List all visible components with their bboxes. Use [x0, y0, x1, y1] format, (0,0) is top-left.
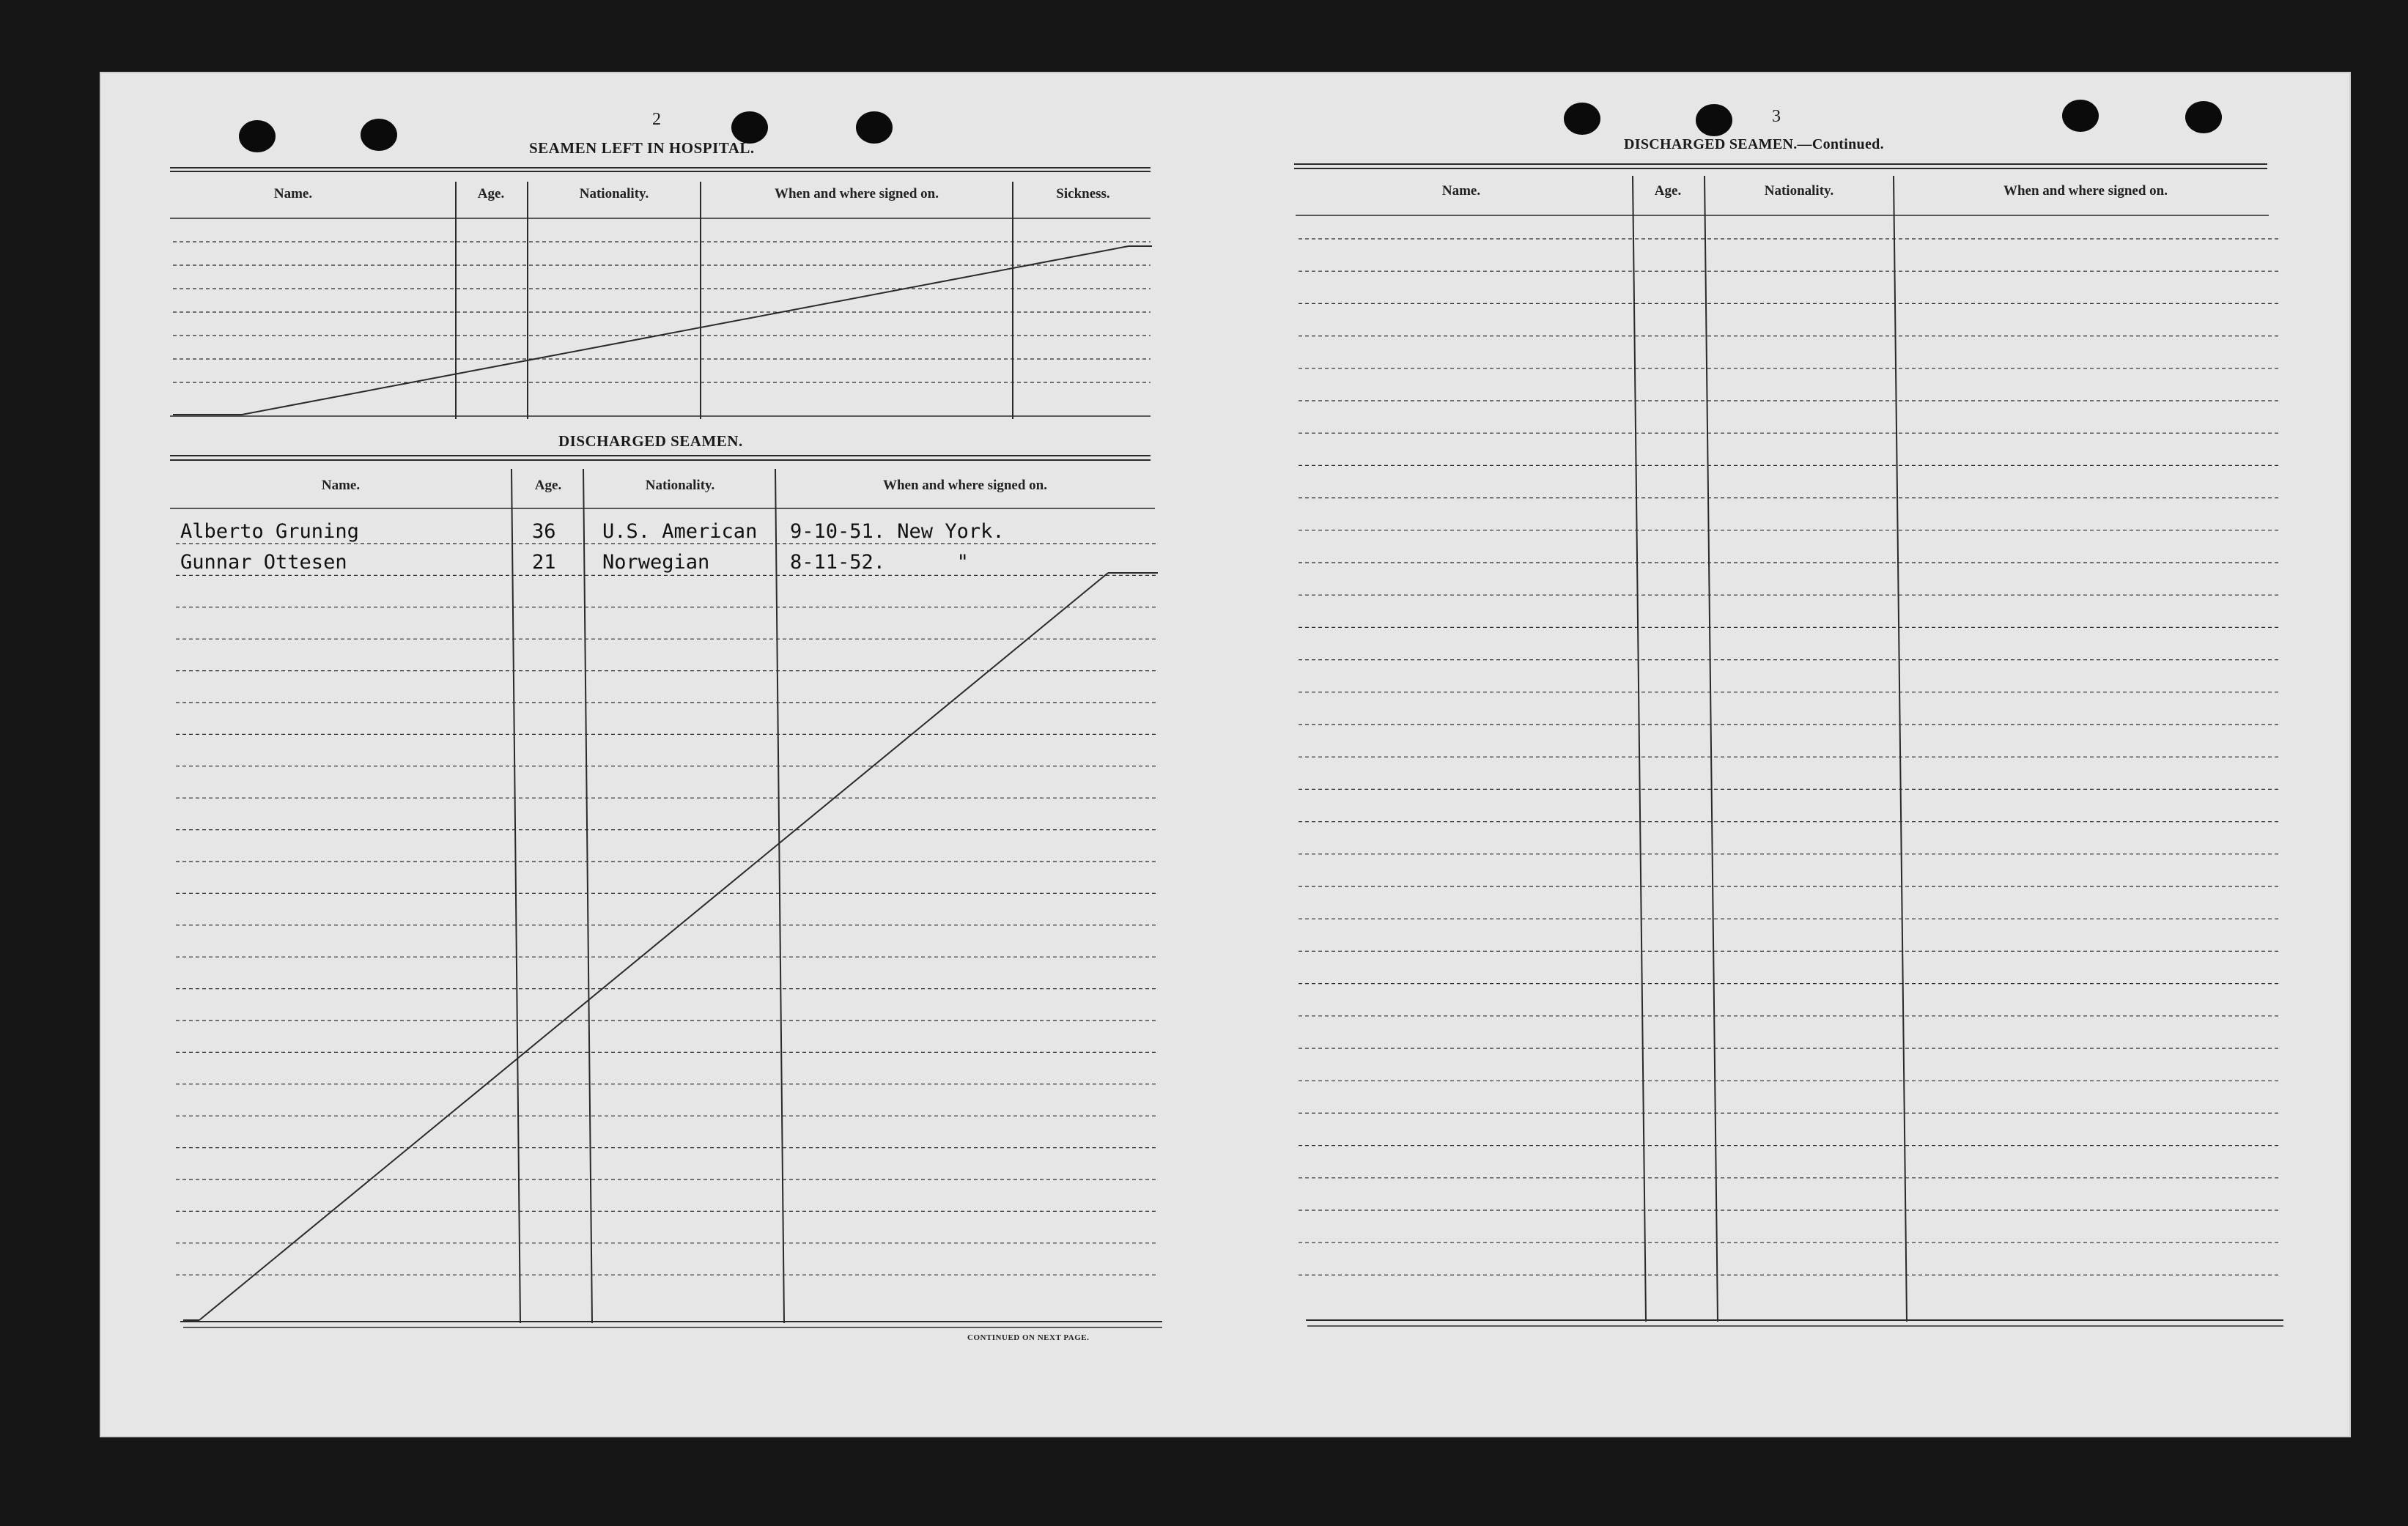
column-divider	[583, 469, 592, 1323]
hospital-col-nationality: Nationality.	[579, 186, 649, 201]
row1-signed-on: 9-10-51. New York.	[790, 520, 1005, 543]
cross-out-stroke	[199, 573, 1108, 1320]
right-col-signed-on: When and where signed on.	[2003, 183, 2168, 199]
page-number-left: 2	[652, 110, 661, 129]
hospital-col-signed-on: When and where signed on.	[774, 186, 939, 201]
row1-nationality: U.S. American	[602, 520, 758, 543]
right-col-age: Age.	[1654, 183, 1682, 199]
right-col-name: Name.	[1441, 183, 1481, 199]
row2-name: Gunnar Ottesen	[180, 551, 347, 574]
discharged-section-title: DISCHARGED SEAMEN.	[558, 432, 743, 450]
column-divider	[775, 469, 784, 1323]
hospital-section-title: SEAMEN LEFT IN HOSPITAL.	[529, 139, 755, 157]
right-col-nationality: Nationality.	[1764, 183, 1834, 199]
row1-name: Alberto Gruning	[180, 520, 359, 543]
hospital-col-name: Name.	[273, 186, 313, 201]
discharged-col-name: Name.	[321, 478, 361, 493]
right-section-title: DISCHARGED SEAMEN.—Continued.	[1624, 136, 1884, 152]
row1-age: 36	[532, 520, 556, 543]
hospital-col-age: Age.	[477, 186, 505, 201]
hospital-col-sickness: Sickness.	[1056, 186, 1110, 201]
continued-footer: CONTINUED ON NEXT PAGE.	[967, 1333, 1090, 1342]
column-divider	[511, 469, 520, 1323]
column-divider	[1633, 176, 1646, 1322]
discharged-col-nationality: Nationality.	[645, 478, 715, 493]
row2-age: 21	[532, 551, 556, 574]
column-divider	[1705, 176, 1718, 1322]
row2-nationality: Norwegian	[602, 551, 710, 574]
cross-out-stroke	[242, 246, 1129, 415]
page-number-right: 3	[1772, 107, 1781, 126]
discharged-col-age: Age.	[534, 478, 562, 493]
row2-signed-on: 8-11-52. "	[790, 551, 969, 574]
discharged-col-signed-on: When and where signed on.	[882, 478, 1047, 493]
column-divider	[1894, 176, 1907, 1322]
